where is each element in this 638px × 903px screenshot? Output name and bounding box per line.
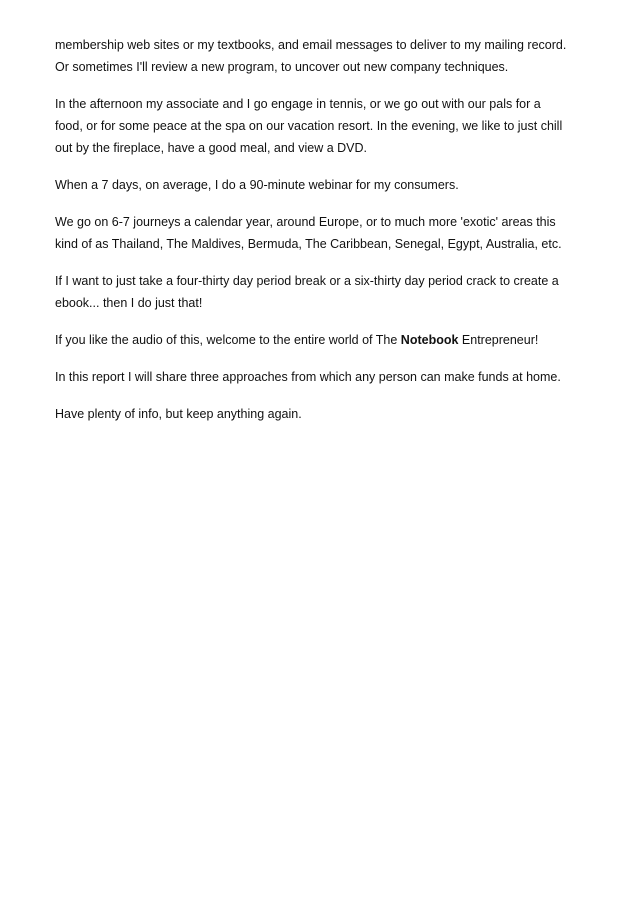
paragraph-text: If you like the audio of this, welcome to the entire world of The [55, 333, 401, 347]
paragraph-line: Have plenty of info, but keep anything again. [55, 407, 302, 421]
paragraph-line: In this report I will share three approaches from which any person can make funds at home. [55, 370, 561, 384]
paragraph-1 [55, 34, 590, 78]
paragraph-line: kind of as Thailand, The Maldives, Bermuda, The Caribbean, Senegal, Egypt, Australia, etc. [55, 237, 562, 251]
paragraph-line: membership web sites or my textbooks, and email messages to deliver to my mailing record. [55, 38, 567, 52]
paragraph-7 [55, 366, 590, 388]
bold-term: Notebook [400, 333, 459, 347]
paragraph-line: out by the fireplace, have a good meal, and view a DVD. [55, 141, 367, 155]
paragraph-line: We go on 6-7 journeys a calendar year, around Europe, or to much more 'exotic' areas this [55, 215, 556, 229]
paragraph-5 [55, 270, 590, 314]
paragraph-line: If I want to just take a four-thirty day period break or a six-thirty day period crack to create a [55, 274, 559, 288]
paragraph-3 [55, 174, 590, 196]
paragraph-line: food, or for some peace at the spa on our vacation resort. In the evening, we like to just chill [55, 119, 563, 133]
paragraph-line: In the afternoon my associate and I go engage in tennis, or we go out with our pals for a [55, 97, 541, 111]
paragraph-4 [55, 211, 590, 255]
paragraph-line: Or sometimes I'll review a new program, to uncover out new company techniques. [55, 60, 509, 74]
paragraph-8 [55, 403, 590, 425]
paragraph-6 [55, 329, 590, 351]
paragraph-2 [55, 93, 590, 159]
paragraph-line: ebook... then I do just that! [55, 296, 203, 310]
document-body [55, 34, 590, 440]
paragraph-line: When a 7 days, on average, I do a 90-minute webinar for my consumers. [55, 178, 459, 192]
paragraph-text: Entrepreneur! [458, 333, 539, 347]
